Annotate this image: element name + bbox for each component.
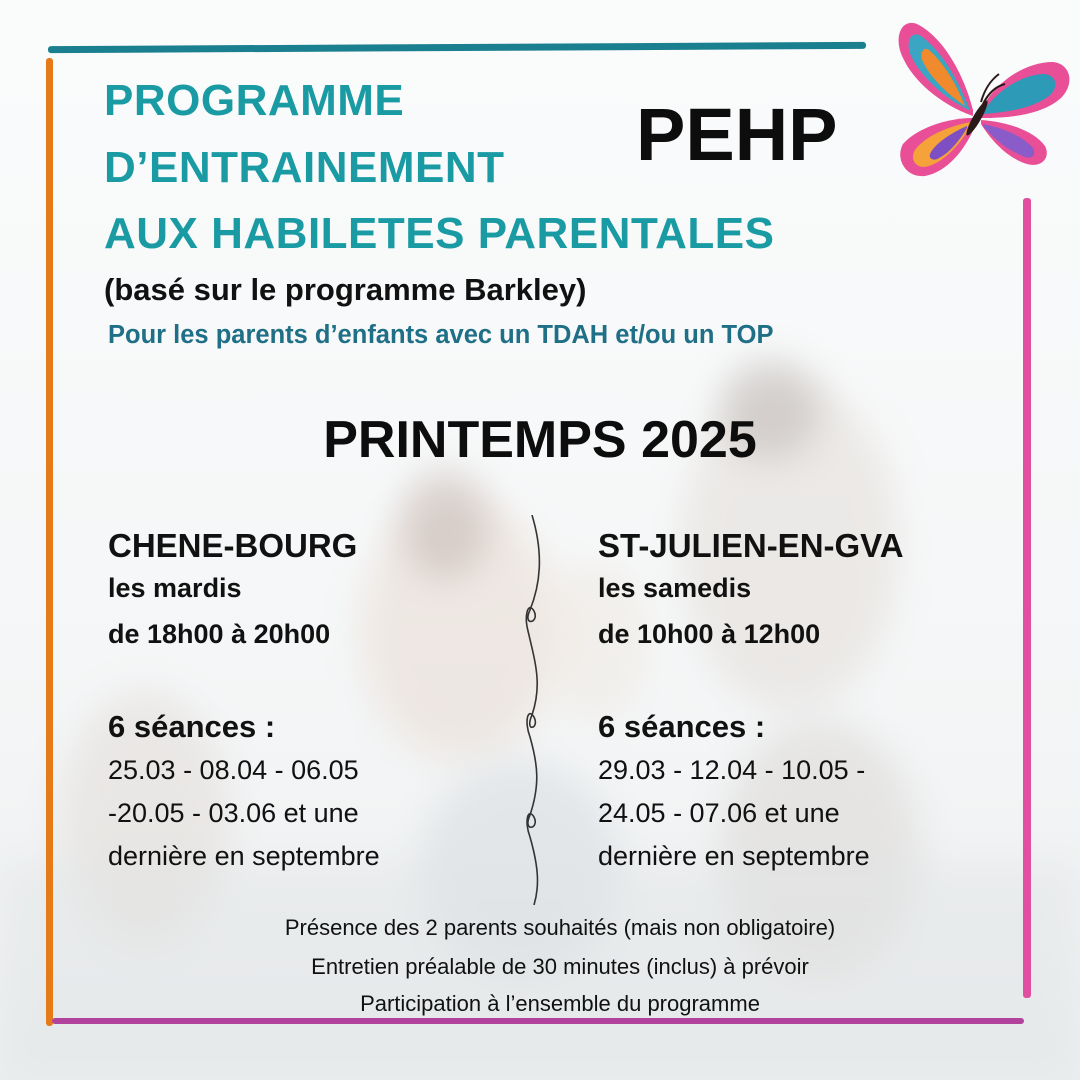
location-days: les mardis [108,573,242,603]
audience-text: Pour les parents d’enfants avec un TDAH et/ou un TOP [108,321,774,349]
session-dates-line: 29.03 - 12.04 - 10.05 - [598,755,866,785]
butterfly-icon [895,18,1075,193]
location-days: les samedis [598,573,752,603]
title-line-2: D’ENTRAINEMENT [104,143,505,192]
location-hours: de 10h00 à 12h00 [598,619,821,649]
location-name: CHENE-BOURG [108,527,358,564]
frame-right-stroke [1023,198,1031,998]
title-line-3: AUX HABILETES PARENTALES [104,209,775,258]
session-dates-line: -20.05 - 03.06 et une [108,798,359,828]
footer-note-3: Participation à l’ensemble du programme [360,991,760,1016]
frame-bottom-stroke [52,1018,1024,1024]
title-line-1: PROGRAMME [104,76,405,125]
session-dates-line: 24.05 - 07.06 et une [598,798,840,828]
session-dates-line: dernière en septembre [598,841,870,871]
location-block-st-julien [598,527,1018,884]
season-heading: PRINTEMPS 2025 [323,411,757,469]
location-block-chene-bourg [108,527,528,884]
brand-name: PEHP [636,93,838,176]
swirl-divider-icon [500,515,570,905]
footer-note-2: Entretien préalable de 30 minutes (inclus) à prévoir [311,954,809,979]
location-name: ST-JULIEN-EN-GVA [598,527,904,564]
subtitle: (basé sur le programme Barkley) [104,272,587,307]
session-dates-line: 25.03 - 08.04 - 06.05 [108,755,359,785]
sessions-label: 6 séances : [598,709,766,744]
sessions-label: 6 séances : [108,709,276,744]
footer-note-1: Présence des 2 parents souhaités (mais non obligatoire) [284,915,836,940]
session-dates-line: dernière en septembre [108,841,380,871]
location-hours: de 18h00 à 20h00 [108,619,331,649]
frame-left-stroke [46,58,53,1026]
